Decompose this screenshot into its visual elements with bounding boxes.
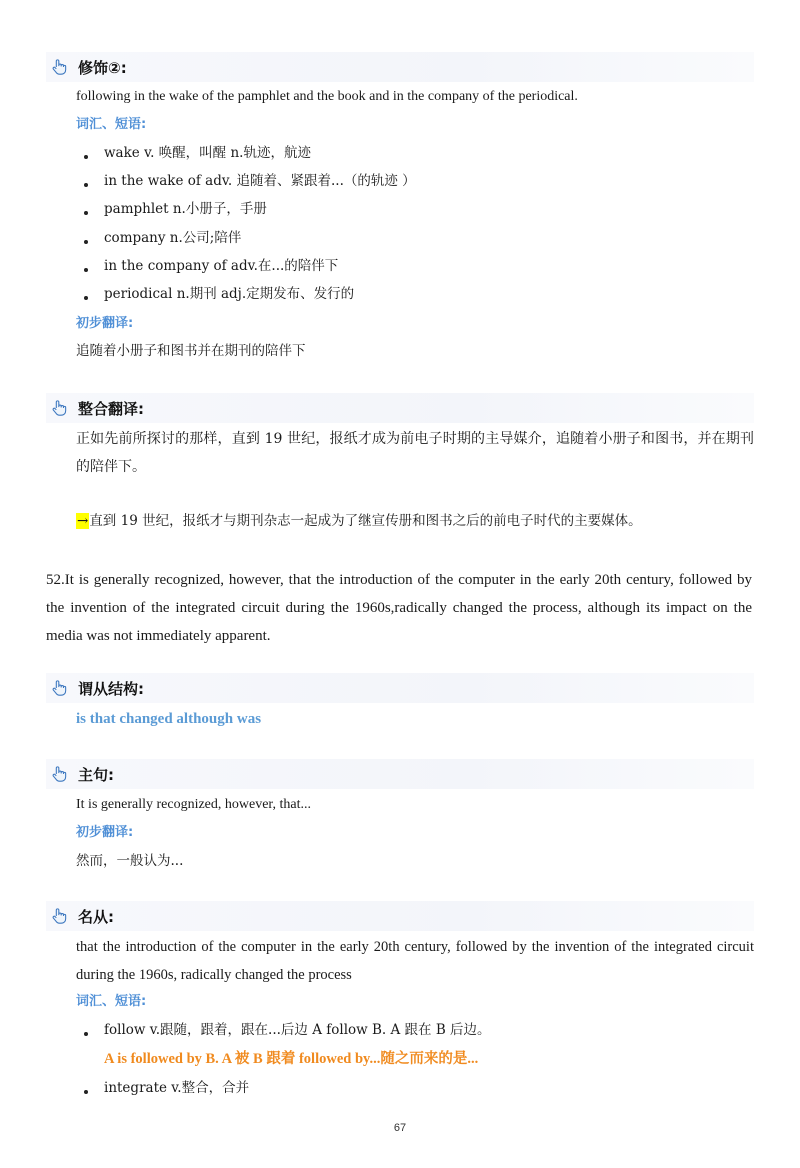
vocab-note-orange: A is followed by B. A 被 B 跟着 followed by...随之而来的是... <box>104 1051 479 1067</box>
section-heading: 谓从结构: <box>78 679 144 698</box>
bullet <box>84 183 88 187</box>
predicate-structure: is that changed although was <box>76 711 262 727</box>
refined-translation-text: 直到 19 世纪，报纸才与期刊杂志一起成为了继宣传册和图书之后的前电子时代的主要媒体。 <box>89 513 642 529</box>
bullet <box>84 1032 88 1036</box>
section-heading: 修饰②: <box>78 58 127 77</box>
highlighted-arrow: → <box>77 513 89 529</box>
bullet <box>84 1090 88 1094</box>
refined-translation <box>76 510 642 532</box>
bullet <box>84 296 88 300</box>
pointing-hand-icon <box>50 58 68 76</box>
vocab-label: 词汇、短语: <box>76 117 147 132</box>
pointing-hand-icon <box>50 765 68 783</box>
translation-label: 初步翻译: <box>76 316 134 331</box>
vocab-item: periodical n.期刊 adj.定期发布、发行的 <box>104 286 355 302</box>
section-header-integrated <box>46 393 754 423</box>
vocab-item: integrate v.整合，合并 <box>104 1080 250 1096</box>
vocab-item: in the company of adv.在...的陪伴下 <box>104 258 339 274</box>
vocab-item: pamphlet n.小册子，手册 <box>104 201 267 217</box>
initial-translation: 然而，一般认为... <box>76 853 184 869</box>
vocab-item: company n.公司;陪伴 <box>104 230 242 246</box>
vocab-item: in the wake of adv. 追随着、紧跟着...（的轨迹 ） <box>104 173 416 189</box>
initial-translation: 追随着小册子和图书并在期刊的陪伴下 <box>76 343 306 359</box>
section-header-predicate <box>46 673 754 703</box>
section-header-modifier <box>46 52 754 82</box>
integrated-translation: 正如先前所探讨的那样，直到 19 世纪，报纸才成为前电子时期的主导媒介，追随着小册子和图书，并在期刊的陪伴下。 <box>76 431 754 475</box>
section-heading: 名从: <box>78 907 114 926</box>
section-header-noun-clause <box>46 901 754 931</box>
section-heading: 整合翻译: <box>78 399 144 418</box>
bullet <box>84 240 88 244</box>
noun-clause-text: that the introduction of the computer in the early 20th century, followed by the invention of the integrated circuit during the 1960s, radically changed the process <box>76 939 754 983</box>
section-header-main-clause <box>46 759 754 789</box>
translation-label: 初步翻译: <box>76 825 134 840</box>
pointing-hand-icon <box>50 907 68 925</box>
section-heading: 主句: <box>78 765 114 784</box>
pointing-hand-icon <box>50 679 68 697</box>
bullet <box>84 211 88 215</box>
page-number: 67 <box>393 1122 407 1134</box>
question-52-sentence: 52.It is generally recognized, however, that the introduction of the computer in the early 20th century, followed by the invention of the integrated circuit during the 1960s,radically changed the process, although its impact on the media was not immediately apparent. <box>46 572 752 644</box>
bullet <box>84 268 88 272</box>
vocab-item: wake v. 唤醒，叫醒 n.轨迹，航迹 <box>104 145 311 161</box>
pointing-hand-icon <box>50 399 68 417</box>
bullet <box>84 155 88 159</box>
sentence-fragment: following in the wake of the pamphlet and the book and in the company of the periodical. <box>76 89 578 104</box>
vocab-item: follow v.跟随，跟着，跟在...后边 A follow B. A 跟在 B 后边。 <box>104 1022 491 1038</box>
main-clause-text: It is generally recognized, however, that... <box>76 797 312 812</box>
vocab-label: 词汇、短语: <box>76 994 147 1009</box>
